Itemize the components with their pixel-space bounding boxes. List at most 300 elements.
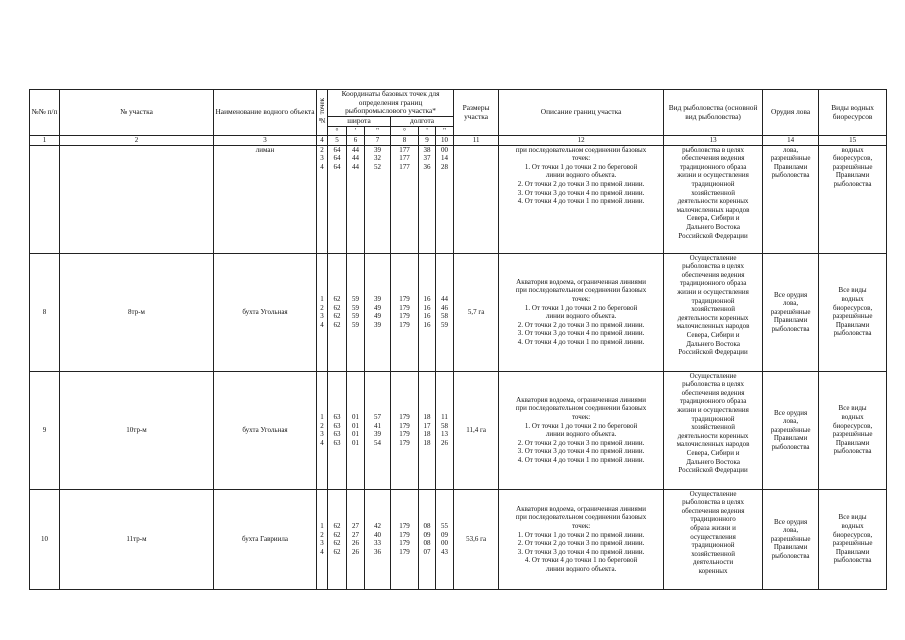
coord-value: 63 xyxy=(333,412,341,421)
coord-values xyxy=(365,145,391,253)
coord-value: 00 xyxy=(441,145,449,154)
coord-value: 63 xyxy=(333,430,341,439)
text-line: осуществления xyxy=(690,532,736,541)
coord-values xyxy=(419,145,436,253)
text-line: жизни и осуществления xyxy=(677,171,749,180)
row-number xyxy=(30,145,60,253)
coord-value: 55 xyxy=(441,521,449,530)
text-line: линии водного объекта. xyxy=(545,312,617,321)
text-line: 2 xyxy=(320,530,324,539)
text-line: биоресурсов, xyxy=(832,530,873,539)
coord-value: 179 xyxy=(399,430,410,439)
text-line: традиционной xyxy=(691,541,735,550)
text-line: 4. От точки 4 до точки 1 по береговой xyxy=(524,556,638,565)
text-line: 3 xyxy=(320,539,324,548)
text-line: линии водного объекта. xyxy=(545,171,617,180)
header-no: №№ п/п xyxy=(30,90,60,136)
water-body: бухта Угольная xyxy=(214,253,317,371)
column-number: 4 xyxy=(317,136,328,146)
text-line: Правилами xyxy=(773,162,808,171)
coord-value: 59 xyxy=(441,320,449,329)
coord-value: 44 xyxy=(441,294,449,303)
text-line: Все виды xyxy=(838,286,867,295)
coord-value: 179 xyxy=(399,294,410,303)
coord-value: 59 xyxy=(352,303,359,312)
header-coords: Координаты базовых точек для определения границ рыбопромыслового участка* xyxy=(328,90,454,117)
text-line: биоресурсов, xyxy=(832,421,873,430)
text-line: рыболовства в целях xyxy=(682,262,744,271)
coord-value: 179 xyxy=(399,320,410,329)
column-number: 3 xyxy=(214,136,317,146)
coord-values xyxy=(391,253,419,371)
header-lat: широта xyxy=(328,117,391,127)
text-line: жизни и осуществления xyxy=(677,287,749,296)
coord-values xyxy=(436,489,454,589)
text-line: рыболовства xyxy=(833,447,872,456)
coord-value: 38 xyxy=(423,145,431,154)
text-line: жизни и осуществления xyxy=(677,405,749,414)
fishing-kind xyxy=(664,145,763,253)
text-line: 2. От точки 2 до точки 3 по прямой линии. xyxy=(517,438,645,447)
coord-value: 59 xyxy=(352,312,359,321)
coord-value: 46 xyxy=(441,303,449,312)
coord-value: 179 xyxy=(399,521,410,530)
coord-value: 09 xyxy=(441,530,449,539)
plot-area: 53,6 га xyxy=(454,489,499,589)
text-line: хозяйственной xyxy=(691,423,735,432)
plot-area xyxy=(454,145,499,253)
text-line: при последовательном соединении базовых xyxy=(515,513,647,522)
header-points: № точек xyxy=(317,90,328,136)
text-line: лова, xyxy=(783,299,799,308)
plot-area: 11,4 га xyxy=(454,371,499,489)
coord-values xyxy=(419,371,436,489)
text-line: традиционной xyxy=(691,179,735,188)
text-line: 4 xyxy=(320,162,324,171)
text-line: точек: xyxy=(571,154,591,163)
coord-value: 13 xyxy=(441,430,449,439)
text-line: лова, xyxy=(783,145,799,154)
coord-value: 49 xyxy=(374,303,381,312)
text-line: деятельности коренных xyxy=(677,313,749,322)
header-lon-deg: ° xyxy=(391,126,419,136)
coord-value: 62 xyxy=(333,530,341,539)
text-line: Акватория водоема, ограниченная линиями xyxy=(516,504,647,513)
coord-values xyxy=(391,371,419,489)
coord-value: 18 xyxy=(423,438,431,447)
text-line: малочисленных народов xyxy=(676,205,750,214)
text-line: Правилами xyxy=(773,434,808,443)
coord-values xyxy=(365,489,391,589)
text-line: традиционной xyxy=(691,414,735,423)
coord-values xyxy=(328,489,347,589)
text-line: разрешённые xyxy=(770,425,811,434)
column-number: 8 xyxy=(391,136,419,146)
coord-value: 44 xyxy=(352,154,359,163)
text-line: рыболовства xyxy=(771,171,810,180)
fishing-gear xyxy=(763,371,819,489)
header-plot: № участка xyxy=(60,90,214,136)
text-line: Дальнего Востока xyxy=(686,339,740,348)
coord-value: 57 xyxy=(374,412,381,421)
text-line: 3 xyxy=(320,312,324,321)
coord-value: 54 xyxy=(374,438,381,447)
text-line: 3. От точки 3 до точки 4 по прямой линии. xyxy=(517,188,645,197)
coord-values xyxy=(347,145,365,253)
coord-value: 27 xyxy=(352,530,359,539)
coord-value: 40 xyxy=(374,530,381,539)
coord-value: 26 xyxy=(352,547,359,556)
text-line: 1 xyxy=(320,521,324,530)
text-line: точек: xyxy=(571,412,591,421)
text-line: рыболовства xyxy=(833,329,872,338)
border-description xyxy=(499,253,664,371)
text-line: 4 xyxy=(320,320,324,329)
text-line: традиционного образа xyxy=(679,279,747,288)
point-numbers xyxy=(317,145,328,253)
text-line: 4. От точки 4 до точки 1 по прямой линии. xyxy=(517,455,645,464)
row-number: 10 xyxy=(30,489,60,589)
header-area: Размеры участка xyxy=(454,90,499,136)
coord-value: 36 xyxy=(374,547,381,556)
coord-value: 33 xyxy=(374,539,381,548)
text-line: 3. От точки 3 до точки 4 по прямой линии. xyxy=(517,329,645,338)
text-line: 4. От точки 4 до точки 1 по прямой линии. xyxy=(517,337,645,346)
coord-value: 01 xyxy=(352,430,359,439)
text-line: 2 xyxy=(320,303,324,312)
coord-value: 58 xyxy=(441,312,449,321)
coord-value: 16 xyxy=(423,320,431,329)
plot-area: 5,7 га xyxy=(454,253,499,371)
coord-value: 179 xyxy=(399,438,410,447)
text-line: Российской Федерации xyxy=(678,348,748,357)
column-numbers-row xyxy=(30,136,887,146)
text-line: обеспечения ведения xyxy=(681,506,745,515)
text-line: 1 xyxy=(320,412,324,421)
text-line: водных xyxy=(841,521,864,530)
text-line: традиционной xyxy=(691,296,735,305)
text-line: точек: xyxy=(571,294,591,303)
plot-number: 8тр-м xyxy=(60,253,214,371)
text-line: Осуществление xyxy=(689,253,737,262)
coord-value: 42 xyxy=(374,521,381,530)
header-lat-sec: " xyxy=(365,126,391,136)
text-line: Российской Федерации xyxy=(678,466,748,475)
text-line: водных xyxy=(841,412,864,421)
column-number: 14 xyxy=(763,136,819,146)
text-line: биоресурсов, xyxy=(832,154,873,163)
fishing-kind xyxy=(664,489,763,589)
text-line: рыболовства xyxy=(771,551,810,560)
coord-values xyxy=(419,253,436,371)
text-line: рыболовства xyxy=(771,324,810,333)
coord-value: 62 xyxy=(333,521,341,530)
text-line: Правилами xyxy=(835,320,870,329)
coord-value: 179 xyxy=(399,539,410,548)
text-line: рыболовства в целях xyxy=(682,498,744,507)
fishing-gear xyxy=(763,489,819,589)
coord-value: 18 xyxy=(423,430,431,439)
text-line: 2 xyxy=(320,421,324,430)
text-line: Дальнего Востока xyxy=(686,222,740,231)
text-line: хозяйственной xyxy=(691,305,735,314)
coord-value: 179 xyxy=(399,312,410,321)
text-line: обеспечения ведения xyxy=(681,388,745,397)
coord-value: 44 xyxy=(352,145,359,154)
coord-value: 49 xyxy=(374,312,381,321)
text-line: образа жизни и xyxy=(690,523,736,532)
coord-value: 52 xyxy=(374,162,381,171)
text-line: разрешённые xyxy=(832,539,873,548)
text-line: при последовательном соединении базовых xyxy=(515,145,647,154)
coord-value: 179 xyxy=(399,303,410,312)
column-number: 9 xyxy=(419,136,436,146)
coord-values xyxy=(436,145,454,253)
text-line: лова, xyxy=(783,417,799,426)
coord-value: 179 xyxy=(399,547,410,556)
text-line: разрешённые xyxy=(770,534,811,543)
coord-values xyxy=(436,371,454,489)
plot-number: 11тр-м xyxy=(60,489,214,589)
text-line: деятельности xyxy=(693,558,734,567)
text-line: 4. От точки 4 до точки 1 по прямой линии. xyxy=(517,197,645,206)
coord-values xyxy=(436,253,454,371)
coord-value: 08 xyxy=(423,539,431,548)
text-line: обеспечения ведения xyxy=(681,154,745,163)
text-line: деятельности коренных xyxy=(677,197,749,206)
coord-value: 43 xyxy=(441,547,449,556)
coord-value: 62 xyxy=(333,312,341,321)
text-line: деятельности коренных xyxy=(677,431,749,440)
text-line: 2 xyxy=(320,145,324,154)
border-description xyxy=(499,145,664,253)
text-line: биоресурсов, xyxy=(832,303,873,312)
text-line: Правилами xyxy=(773,543,808,552)
text-line: лова, xyxy=(783,526,799,535)
coord-value: 63 xyxy=(333,438,341,447)
text-line: разрешённые xyxy=(832,430,873,439)
text-line: малочисленных народов xyxy=(676,440,750,449)
column-number: 12 xyxy=(499,136,664,146)
coord-values xyxy=(391,145,419,253)
coord-value: 00 xyxy=(441,539,449,548)
species xyxy=(819,371,887,489)
text-line: рыболовства в целях xyxy=(682,145,744,154)
text-line: традиционного образа xyxy=(679,162,747,171)
table-row xyxy=(30,489,887,589)
text-line: 1. От точки 1 до точки 2 по береговой xyxy=(524,421,638,430)
coord-value: 64 xyxy=(333,162,341,171)
coord-value: 26 xyxy=(352,539,359,548)
coord-value: 28 xyxy=(441,162,449,171)
text-line: 1. От точки 1 до точки 2 по береговой xyxy=(524,303,638,312)
text-line: линии водного объекта. xyxy=(545,564,617,573)
coord-value: 62 xyxy=(333,547,341,556)
coord-value: 179 xyxy=(399,421,410,430)
coord-values xyxy=(347,253,365,371)
water-body: бухта Гавриила xyxy=(214,489,317,589)
table-row xyxy=(30,253,887,371)
table-row xyxy=(30,371,887,489)
coord-value: 09 xyxy=(423,530,431,539)
coord-values xyxy=(347,489,365,589)
text-line: коренных xyxy=(698,566,728,575)
text-line: разрешённые xyxy=(832,162,873,171)
coord-value: 62 xyxy=(333,303,341,312)
text-line: при последовательном соединении базовых xyxy=(515,404,647,413)
coord-value: 41 xyxy=(374,421,381,430)
text-line: традиционного xyxy=(690,515,736,524)
fishing-gear xyxy=(763,253,819,371)
text-line: хозяйственной xyxy=(691,549,735,558)
text-line: хозяйственной xyxy=(691,188,735,197)
table-row xyxy=(30,145,887,253)
header-desc: Описание границ участка xyxy=(499,90,664,136)
text-line: Все виды xyxy=(838,513,867,522)
text-line: Правилами xyxy=(835,171,870,180)
text-line: Все орудия xyxy=(773,408,808,417)
column-number: 7 xyxy=(365,136,391,146)
coord-value: 39 xyxy=(374,294,381,303)
text-line: 3. От точки 3 до точки 4 по прямой линии. xyxy=(517,547,645,556)
text-line: 3 xyxy=(320,430,324,439)
text-line: Правилами xyxy=(835,547,870,556)
water-body: бухта Угольная xyxy=(214,371,317,489)
text-line: рыболовства xyxy=(771,442,810,451)
text-line: 2. От точки 2 до точки 3 по прямой линии. xyxy=(517,320,645,329)
coord-value: 14 xyxy=(441,154,449,163)
coord-value: 64 xyxy=(333,154,341,163)
text-line: Правилами xyxy=(835,438,870,447)
text-line: 3 xyxy=(320,154,324,163)
header-kind: Вид рыболовства (основной вид рыболовства) xyxy=(664,90,763,136)
text-line: 2. От точки 2 до точки 3 по прямой линии. xyxy=(517,539,645,548)
text-line: 4 xyxy=(320,438,324,447)
text-line: традиционного образа xyxy=(679,397,747,406)
coord-value: 59 xyxy=(352,320,359,329)
row-number: 9 xyxy=(30,371,60,489)
coord-value: 177 xyxy=(399,162,410,171)
coord-values xyxy=(391,489,419,589)
text-line: рыболовства в целях xyxy=(682,380,744,389)
text-line: Севера, Сибири и xyxy=(686,448,740,457)
coord-value: 08 xyxy=(423,521,431,530)
text-line: 1 xyxy=(320,294,324,303)
species xyxy=(819,253,887,371)
plot-number: 10тр-м xyxy=(60,371,214,489)
header-lat-min: ' xyxy=(347,126,365,136)
coord-value: 26 xyxy=(441,438,449,447)
text-line: рыболовства xyxy=(833,556,872,565)
point-numbers xyxy=(317,371,328,489)
fishing-gear xyxy=(763,145,819,253)
water-body: лиман xyxy=(214,145,317,253)
column-number: 15 xyxy=(819,136,887,146)
header-water: Наименование водного объекта xyxy=(214,90,317,136)
coord-value: 44 xyxy=(352,162,359,171)
header-lon-min: ' xyxy=(419,126,436,136)
text-line: разрешённые xyxy=(832,312,873,321)
text-line: точек: xyxy=(571,521,591,530)
text-line: Дальнего Востока xyxy=(686,457,740,466)
coord-value: 39 xyxy=(374,320,381,329)
text-line: 1. От точки 1 до точки 2 по береговой xyxy=(524,162,638,171)
coord-values xyxy=(347,371,365,489)
fishing-plots-table xyxy=(29,89,887,590)
coord-value: 177 xyxy=(399,154,410,163)
header-lon-sec: " xyxy=(436,126,454,136)
text-line: Все виды xyxy=(838,404,867,413)
coord-value: 16 xyxy=(423,303,431,312)
species xyxy=(819,145,887,253)
text-line: разрешённые xyxy=(770,307,811,316)
coord-value: 63 xyxy=(333,421,341,430)
header-species: Виды водных биоресурсов xyxy=(819,90,887,136)
row-number: 8 xyxy=(30,253,60,371)
coord-value: 01 xyxy=(352,421,359,430)
text-line: Правилами xyxy=(773,316,808,325)
coord-value: 177 xyxy=(399,145,410,154)
coord-values xyxy=(365,371,391,489)
text-line: малочисленных народов xyxy=(676,322,750,331)
coord-value: 62 xyxy=(333,320,341,329)
coord-value: 17 xyxy=(423,421,431,430)
coord-value: 01 xyxy=(352,438,359,447)
coord-value: 179 xyxy=(399,530,410,539)
coord-value: 01 xyxy=(352,412,359,421)
coord-value: 39 xyxy=(374,145,381,154)
coord-value: 62 xyxy=(333,539,341,548)
text-line: 3. От точки 3 до точки 4 по прямой линии. xyxy=(517,447,645,456)
fishing-kind xyxy=(664,371,763,489)
coord-value: 27 xyxy=(352,521,359,530)
text-line: Российской Федерации xyxy=(678,231,748,240)
text-line: 2. От точки 2 до точки 3 по прямой линии. xyxy=(517,179,645,188)
coord-value: 58 xyxy=(441,421,449,430)
coord-value: 39 xyxy=(374,430,381,439)
text-line: водных xyxy=(841,145,864,154)
text-line: Севера, Сибири и xyxy=(686,214,740,223)
coord-value: 18 xyxy=(423,412,431,421)
coord-value: 32 xyxy=(374,154,381,163)
species xyxy=(819,489,887,589)
coord-value: 16 xyxy=(423,312,431,321)
coord-value: 179 xyxy=(399,412,410,421)
column-number: 5 xyxy=(328,136,347,146)
column-number: 13 xyxy=(664,136,763,146)
column-number: 6 xyxy=(347,136,365,146)
column-number: 11 xyxy=(454,136,499,146)
coord-value: 07 xyxy=(423,547,431,556)
coord-values xyxy=(328,145,347,253)
column-number: 2 xyxy=(60,136,214,146)
coord-value: 59 xyxy=(352,294,359,303)
border-description xyxy=(499,489,664,589)
text-line: 1. От точки 1 до точки 2 по прямой линии. xyxy=(517,530,645,539)
coord-value: 36 xyxy=(423,162,431,171)
point-numbers xyxy=(317,489,328,589)
text-line: Осуществление xyxy=(689,489,737,498)
coord-value: 16 xyxy=(423,294,431,303)
text-line: обеспечения ведения xyxy=(681,270,745,279)
coord-values xyxy=(419,489,436,589)
plot-number xyxy=(60,145,214,253)
coord-value: 37 xyxy=(423,154,431,163)
coord-values xyxy=(328,253,347,371)
header-gear: Орудия лова xyxy=(763,90,819,136)
coord-value: 11 xyxy=(441,412,448,421)
text-line: водных xyxy=(841,294,864,303)
